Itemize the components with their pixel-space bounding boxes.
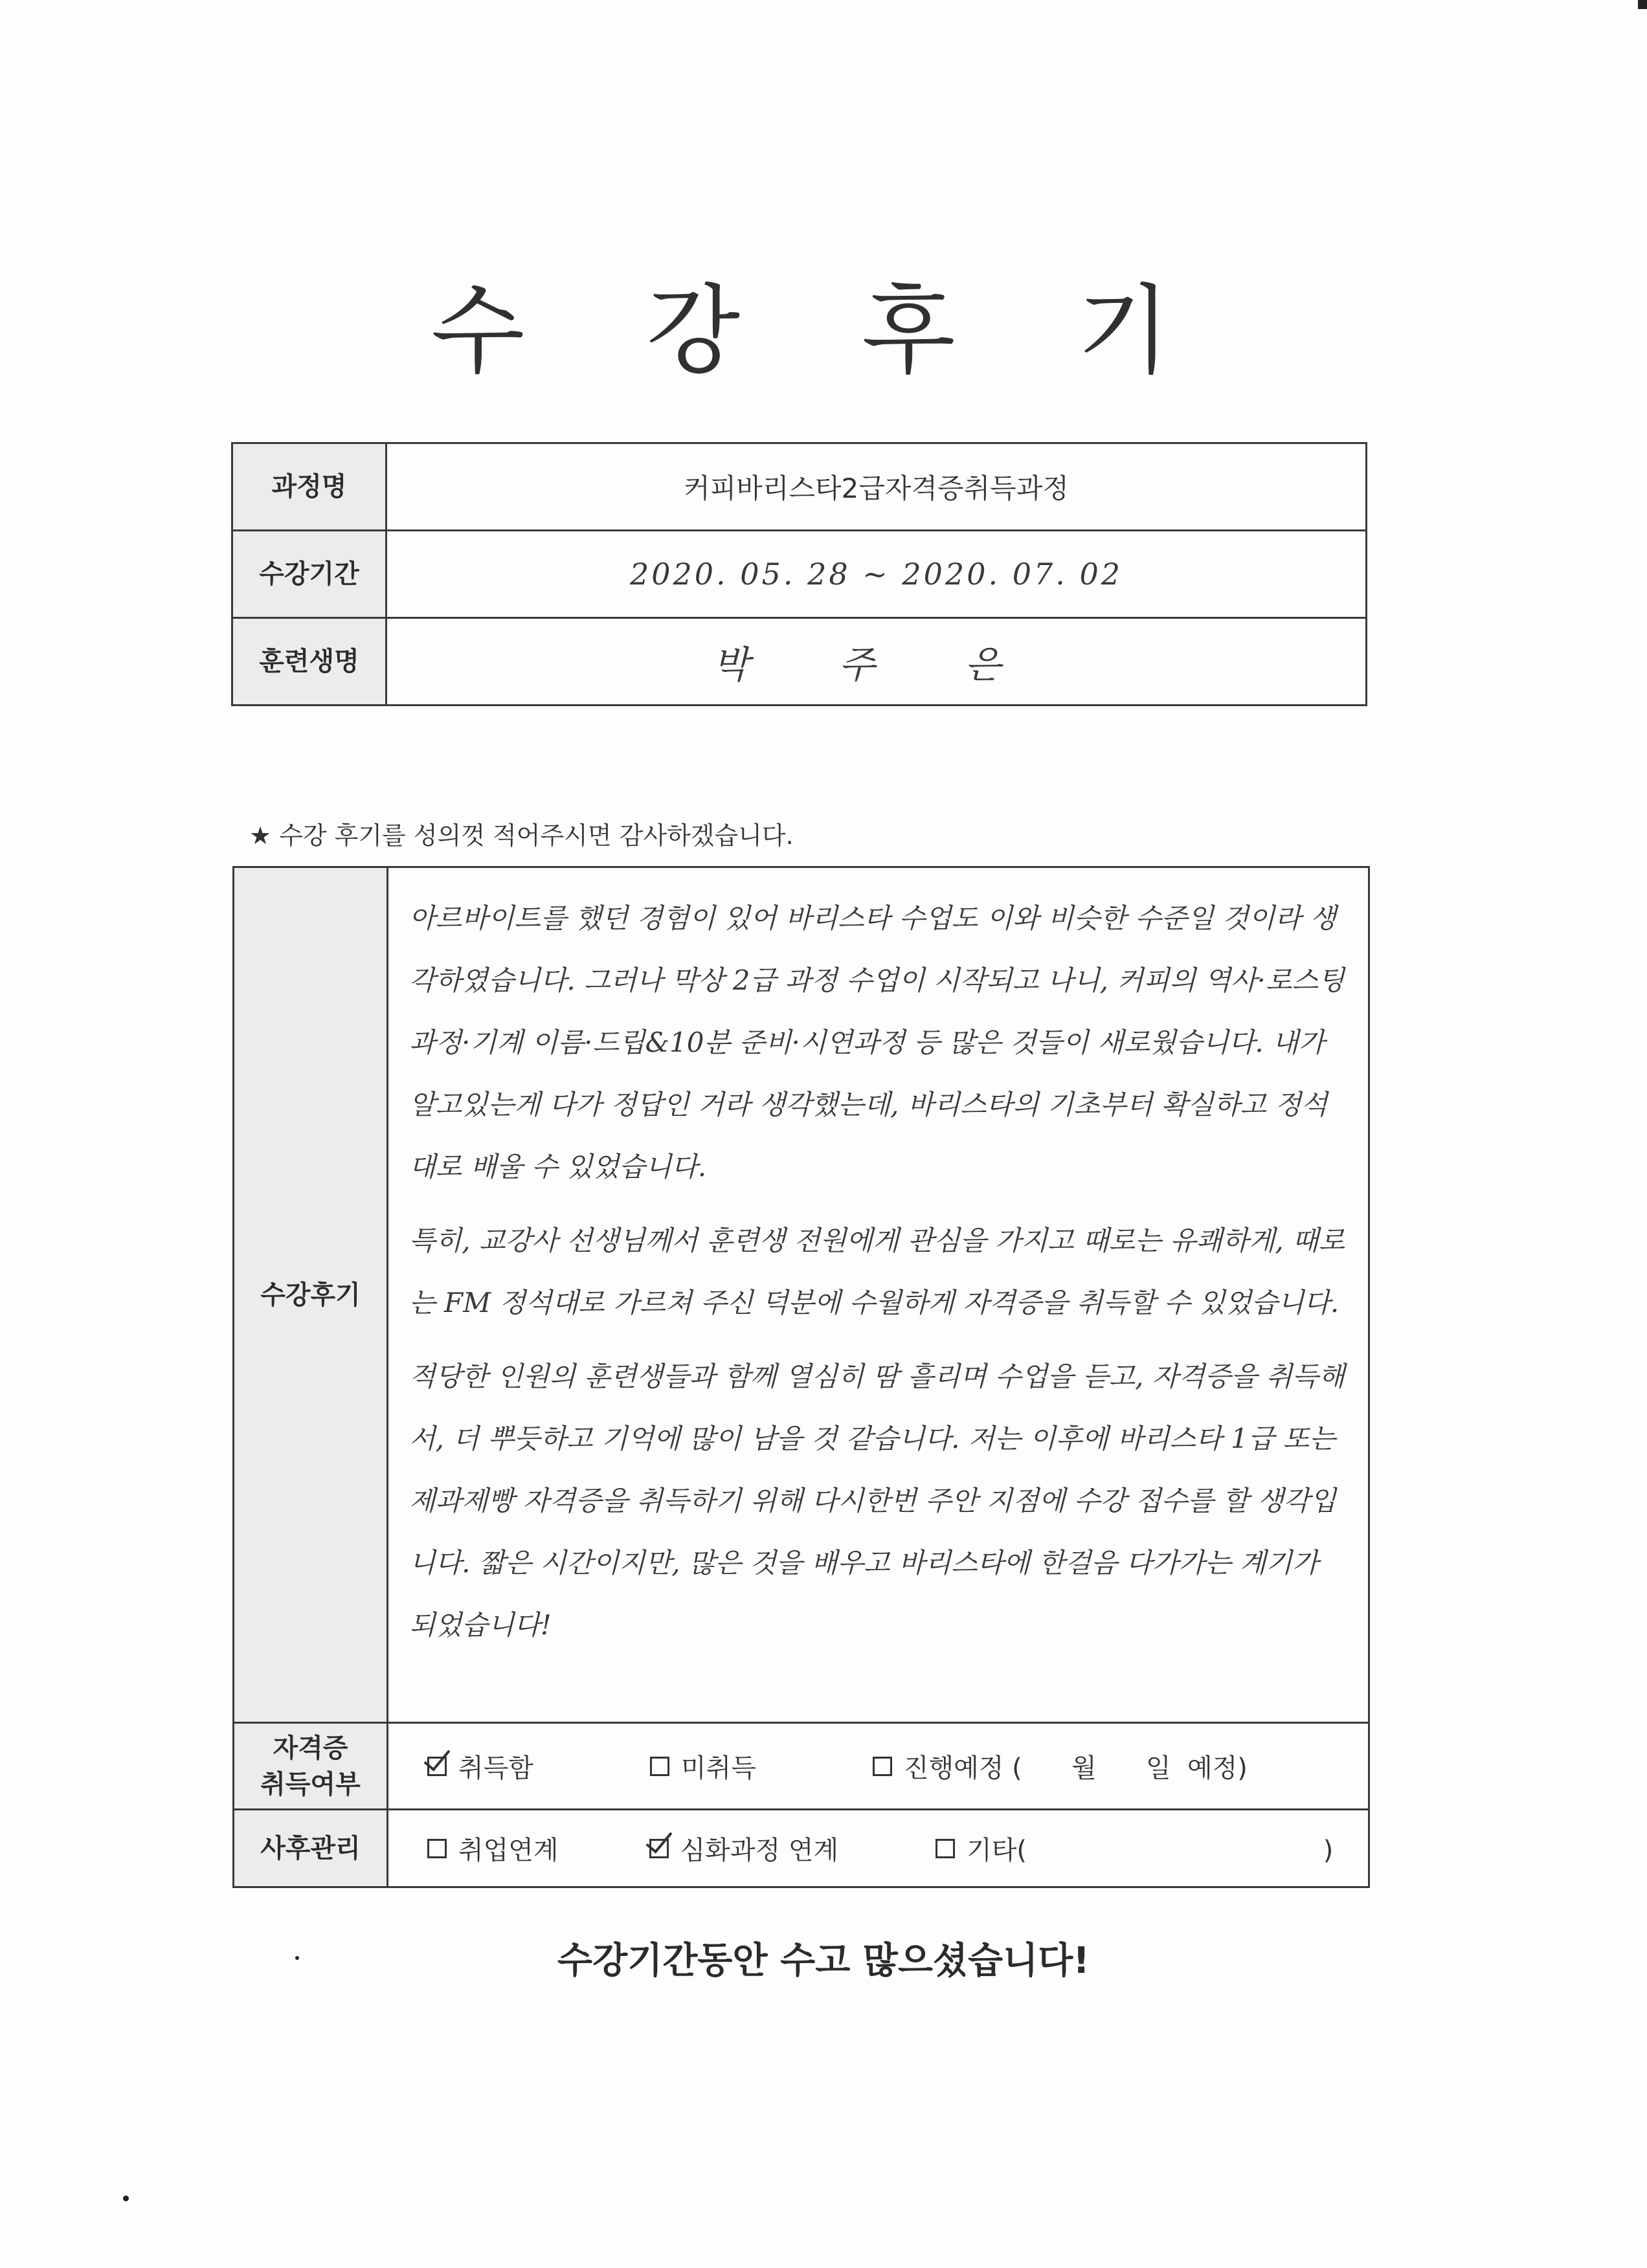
- period-value: 2020. 05. 28 ~ 2020. 07. 02: [387, 531, 1367, 618]
- period-label: 수강기간: [232, 531, 387, 618]
- checkbox-icon[interactable]: [936, 1839, 955, 1858]
- option-label: 기타( ): [967, 1836, 1334, 1865]
- trainee-label: 훈련생명: [232, 618, 387, 706]
- course-label: 과정명: [232, 443, 387, 531]
- followup-option-other[interactable]: [936, 1830, 1333, 1867]
- checkbox-icon[interactable]: [427, 1839, 447, 1858]
- option-label: 진행예정 ( 월 일 예정): [903, 1753, 1248, 1783]
- checked-checkbox-icon[interactable]: [649, 1839, 669, 1858]
- followup-label: 사후관리: [234, 1810, 388, 1887]
- option-label: 취업연계: [458, 1836, 559, 1865]
- scan-speck: [123, 2196, 129, 2201]
- certification-option-planned[interactable]: [873, 1748, 1248, 1784]
- option-label: 심화과정 연계: [680, 1836, 839, 1865]
- certification-label-line1: 자격증: [273, 1733, 348, 1763]
- followup-option-advanced-course[interactable]: [649, 1830, 839, 1867]
- review-paragraph: 아르바이트를 했던 경험이 있어 바리스타 수업도 이와 비슷한 수준일 것이라 생각하였습니다. 그러나 막상 2급 과정 수업이 시작되고 나니, 커피의 역사·로스팅 과정·기계 이름·드립&10분 준비·시연과정 등 많은 것들이 새로웠습니다. 내가 알고있는게 다가 정답인 거라 생각했는데, 바리스타의 기초부터 확실하고 정석대로 배울 수 있었습니다.: [409, 902, 1345, 1183]
- scan-speck: [1638, 0, 1647, 9]
- closing-message: 수강기간동안 수고 많으셨습니다!: [557, 1940, 1090, 1982]
- followup-option-employment[interactable]: [427, 1830, 559, 1867]
- certification-option-not-acquired[interactable]: [650, 1748, 756, 1784]
- review-paragraph: 적당한 인원의 훈련생들과 함께 열심히 땀 흘리며 수업을 듣고, 자격증을 취득해서, 더 뿌듯하고 기억에 많이 남을 것 같습니다. 저는 이후에 바리스타 1급 또는 제과제빵 자격증을 취득하기 위해 다시한번 주안 지점에 수강 접수를 할 생각입니다. 짧은 시간이지만, 많은 것을 배우고 바리스타에 한걸음 다가가는 계기가 되었습니다!: [409, 1361, 1345, 1641]
- checked-checkbox-icon[interactable]: [427, 1757, 447, 1776]
- document-title: 수 강 후 기: [431, 275, 1216, 388]
- review-label: 수강후기: [234, 867, 388, 1723]
- course-info-table: [231, 442, 1367, 706]
- course-value: 커피바리스타2급자격증취득과정: [387, 443, 1367, 531]
- review-paragraph: 특히, 교강사 선생님께서 훈련생 전원에게 관심을 가지고 때로는 유쾌하게, 때로는 FM 정석대로 가르쳐 주신 덕분에 수월하게 자격증을 취득할 수 있었습니다.: [409, 1225, 1345, 1318]
- review-body: [388, 867, 1369, 1723]
- certification-label: [234, 1723, 388, 1810]
- certification-option-acquired[interactable]: [427, 1748, 533, 1784]
- scan-speck: [295, 1956, 299, 1960]
- certification-options: [388, 1723, 1369, 1810]
- option-label: 취득함: [458, 1753, 533, 1783]
- option-label: 미취득: [680, 1753, 756, 1783]
- instruction-note: ★ 수강 후기를 성의껏 적어주시면 감사하겠습니다.: [249, 821, 794, 850]
- review-table: [232, 866, 1370, 1888]
- trainee-value: 박 주 은: [387, 618, 1367, 706]
- followup-options: [388, 1810, 1369, 1887]
- certification-label-line2: 취득여부: [260, 1769, 361, 1799]
- checkbox-icon[interactable]: [650, 1757, 669, 1776]
- checkbox-icon[interactable]: [873, 1757, 892, 1776]
